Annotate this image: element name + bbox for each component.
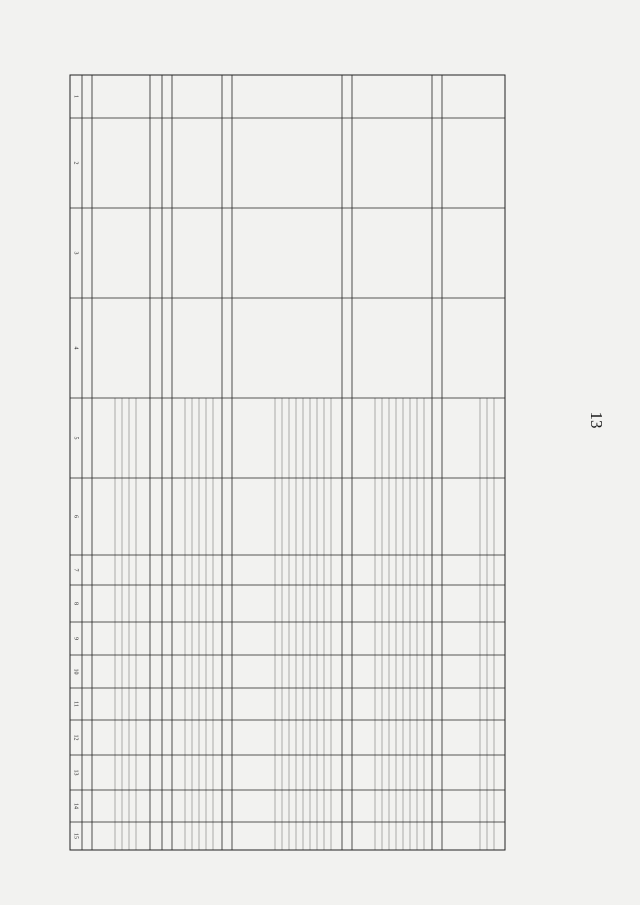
header-number: 4 [72, 346, 79, 350]
header-number: 9 [72, 637, 79, 640]
header-number-cells [73, 95, 79, 839]
header-number: 13 [72, 769, 79, 776]
header-number: 12 [72, 734, 79, 741]
page-number: 13 [587, 411, 606, 429]
header-number: 14 [72, 803, 79, 809]
header-number: 7 [72, 568, 79, 572]
header-number: 6 [72, 515, 79, 518]
header-number: 15 [72, 833, 79, 839]
header-number: 5 [72, 436, 79, 440]
table-border [70, 75, 505, 850]
header-number: 2 [72, 161, 79, 165]
header-number: 10 [72, 668, 79, 675]
header-number: 8 [72, 602, 79, 605]
header-number: 1 [72, 95, 79, 98]
header-number: 3 [72, 251, 79, 255]
table-grid [70, 75, 505, 850]
header-number: 11 [72, 701, 79, 707]
